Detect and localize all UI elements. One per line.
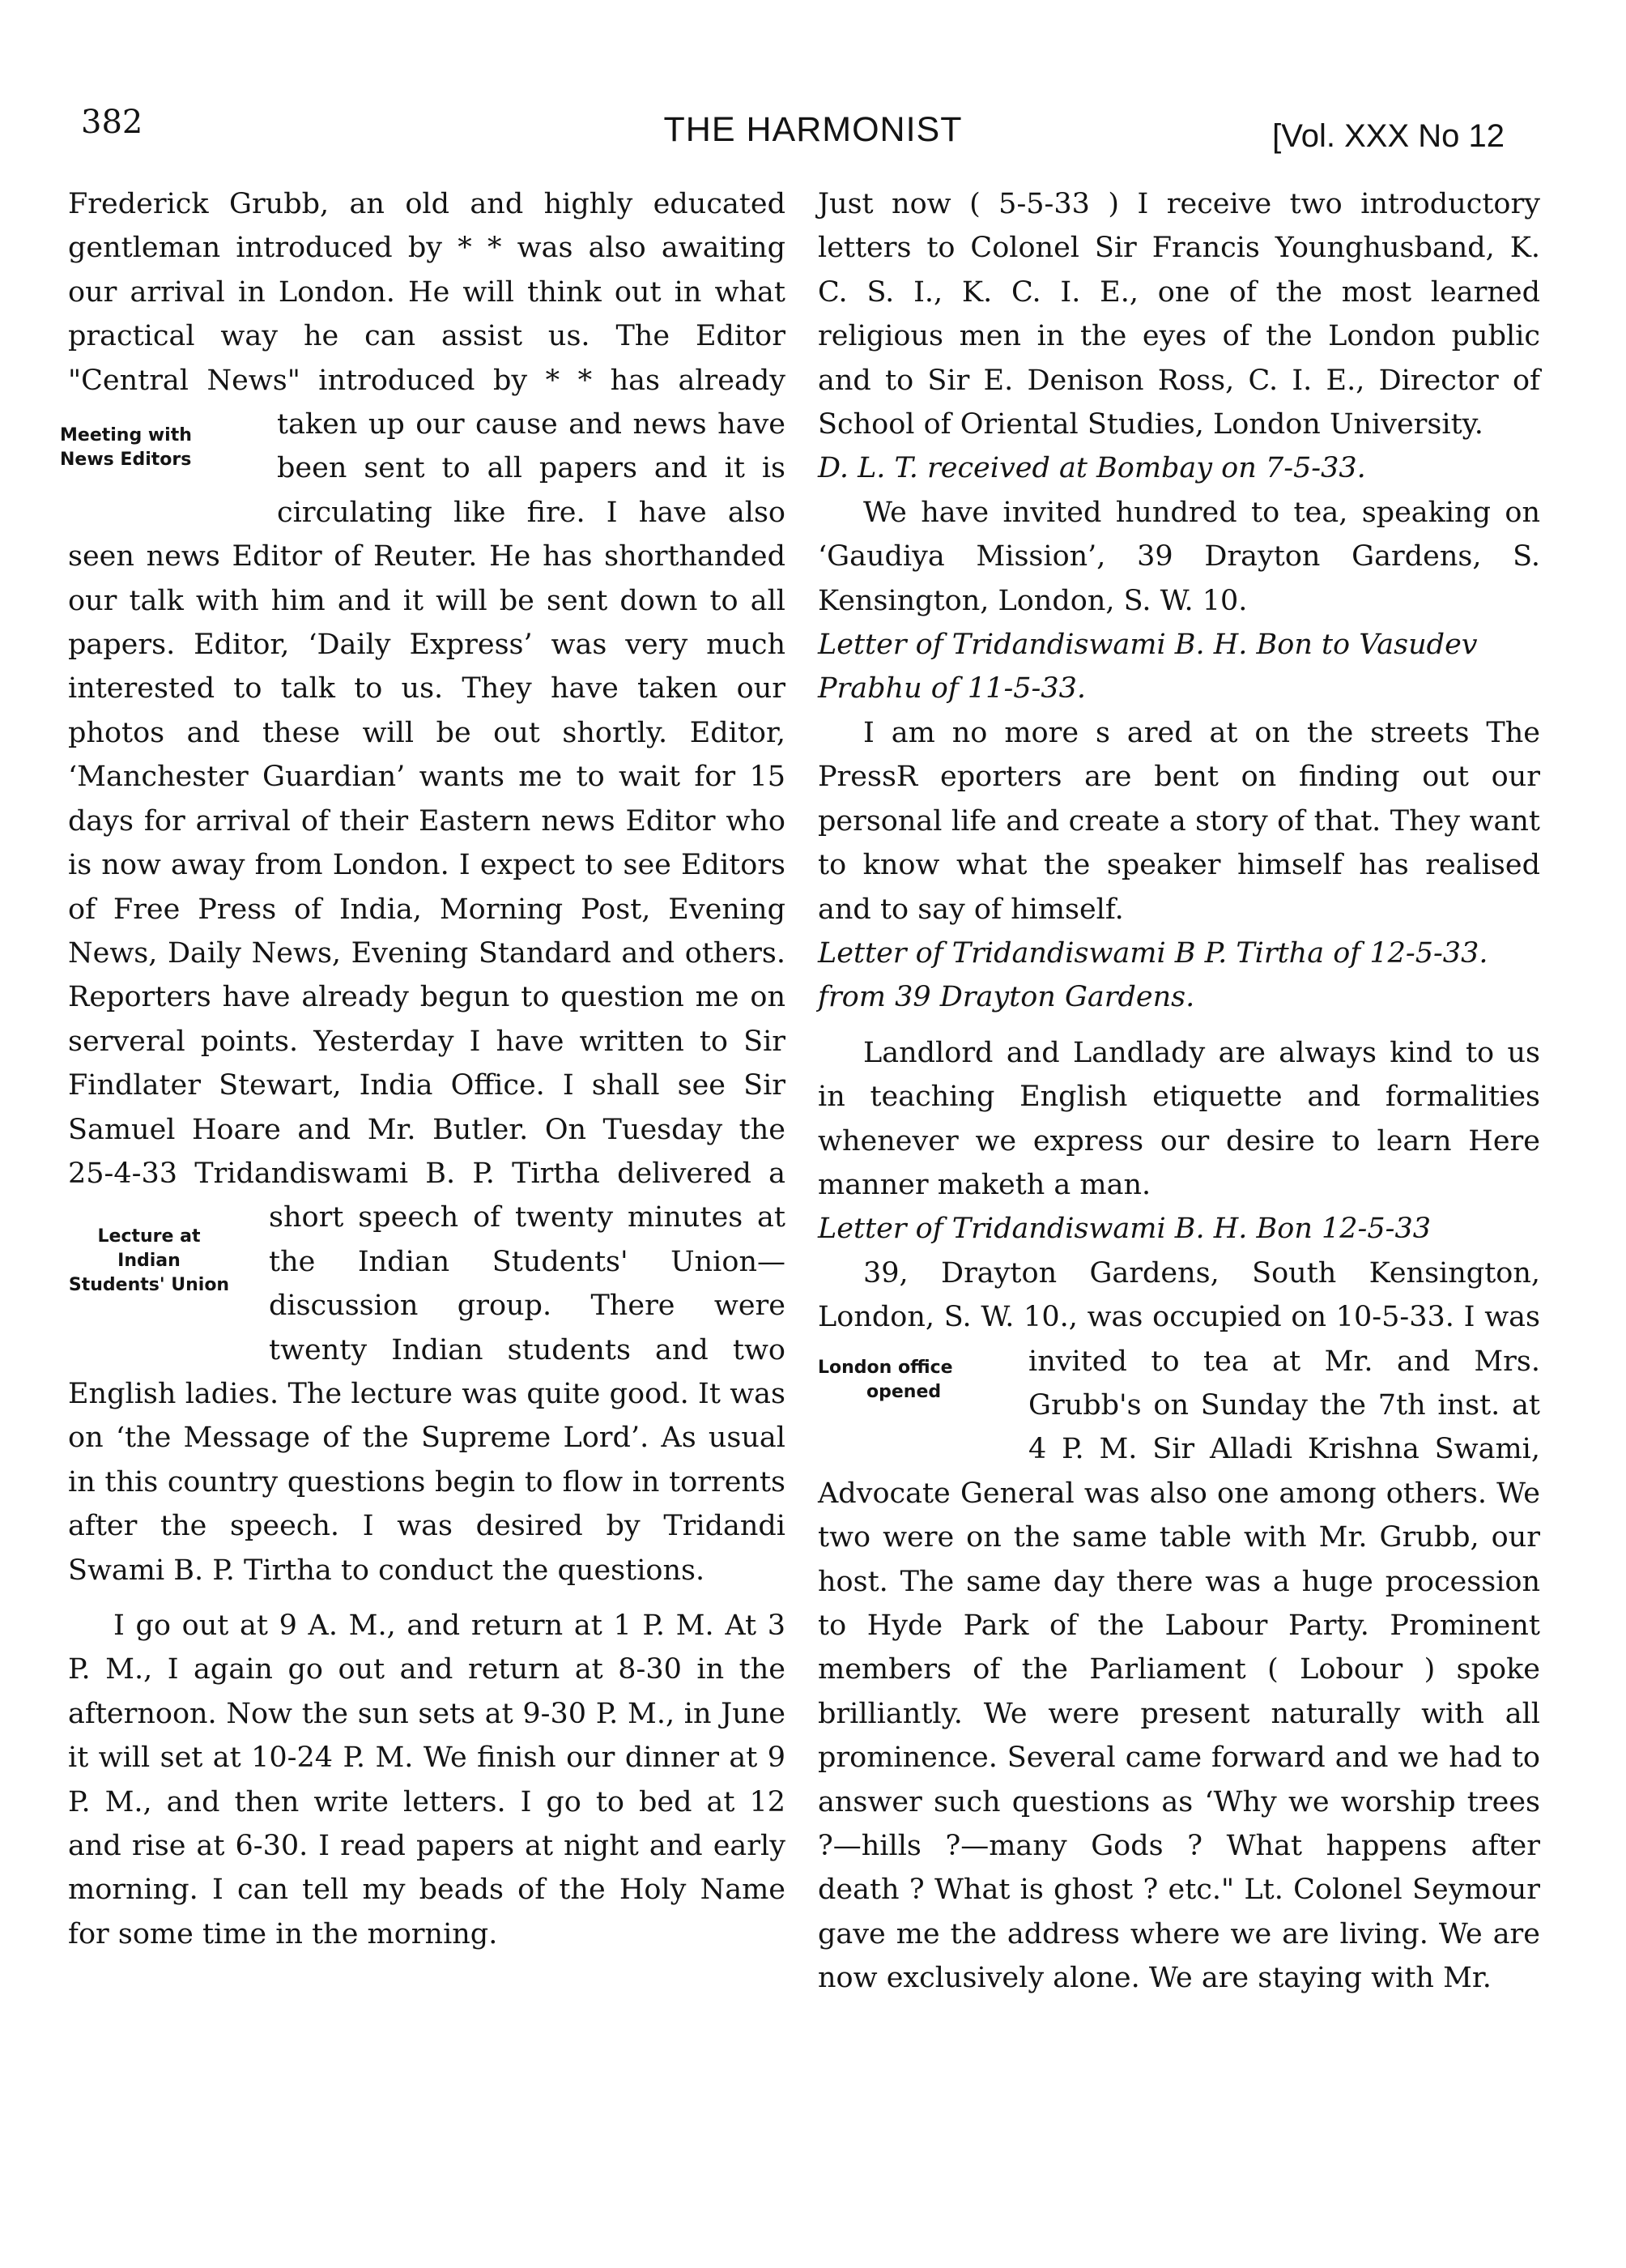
sidenote-line: News Editors (60, 450, 192, 471)
letter-signature: Letter of Tridandiswami B P. Tirtha of 12-5-33. from 39 Drayton Gardens. (818, 936, 1488, 1014)
paragraph: I am no more s ared at on the streets The PressR eporters are bent on finding out our personal life and create a story of that. They want to know what the speaker himself has realised and to say of himself. (818, 716, 1540, 926)
paragraph-text: speech of twenty minutes at the Indian Students' Union—discussion group. There were twenty Indian students and two English ladies. The lecture was quite good. It was on ‘the Message of the Supreme Lord’. As usual in this country questions begin to flow in torrents after the speech. I was desired by Tridandi Swami B. P. Tirtha to conduct the questions. (68, 1201, 785, 1587)
running-title: THE HARMONIST (663, 110, 963, 149)
paragraph (60, 182, 785, 1592)
paragraph-text: I was invited to tea at Mr. and Mrs. Grubb's on Sunday the 7th inst. at 4 P. M. Sir Alladi Krishna Swami, Advocate General was also one among others. We two were on the same table with Mr. Grubb, our host. The same day there was a huge procession to Hyde Park of the Labour Party. Prominent members of the Parliament ( Lobour ) spoke brilliantly. We were present naturally with all prominence. Several came forward and we had to answer such questions as ‘Why we worship trees ?—hills ?—many Gods ? What happens after death ? What is ghost ? etc." Lt. Colonel Seymour gave me the address where we are living. We are now exclusively alone. We are staying with Mr. (818, 1301, 1540, 1995)
volume-label: [Vol. XXX No 12 (1272, 118, 1505, 154)
sidenote-line: Indian (117, 1251, 181, 1272)
paragraph: I go out at 9 A. M., and return at 1 P. M. At 3 P. M., I again go out and return at 8-30 in the afternoon. Now the sun sets at 9-30 P. M., in June it will set at 10-24 P. M. We finish our dinner at 9 P. M., and then write letters. I go to bed at 12 and rise at 6-30. I read papers at night and early morning. I can tell my beads of the Holy Name for some time in the morning. (68, 1609, 785, 1950)
paragraph-text: 39, Drayton Gardens, South Kensington, London, S. W. 10., was occupied on 10-5-33. (818, 1256, 1540, 1334)
sidenote-line: London office (818, 1357, 953, 1378)
sidenote-news-editors (60, 403, 254, 516)
paragraph: Just now ( 5-5-33 ) I receive two introductory letters to Colonel Sir Francis Younghusband, K. C. S. I., K. C. I. E., one of the most learned religious men in the eyes of the London public and to Sir E. Denison Ross, C. I. E., Director of School of Oriental Studies, London University. (818, 188, 1540, 441)
paragraph-text: Frederick Grubb, an old and highly educated gentleman introduced by * * was also awaiting our arrival in London. He will think out in what practical way he can assist us. The Editor "Central News" introduced by * * has already (68, 188, 785, 397)
sidenote-line: Lecture at (97, 1226, 201, 1247)
sidenote-line: opened (866, 1381, 942, 1402)
letter-signature: Letter of Tridandiswami B. H. Bon 12-5-33 (818, 1213, 1431, 1246)
letter-signature: Letter of Tridandiswami B. H. Bon to Vasudev Prabhu of 11-5-33. (818, 629, 1478, 706)
page-number: 382 (81, 104, 143, 141)
sidenote-line: Students' Union (68, 1275, 230, 1296)
paragraph-text: taken up our cause and news have been sent to all papers and it is circulating like fire. I have also seen news Editor of Reuter. He has shorthanded our talk with him and it will be sent down to all papers. Editor, ‘Daily Express’ was very much interested to talk to us. They have taken our photos and these will be out shortly. Editor, ‘Manchester Guardian’ wants me to wait for 15 days for arrival of their Eastern news Editor who is now away from London. I expect to see Editors of Free Press of India, Morning Post, Evening News, Daily News, Evening Standard and others. Reporters have already begun to question me on serveral points. Yesterday I have written to Sir Findlater Stewart, India Office. I shall see Sir Samuel Hoare and Mr. Butler. On Tuesday the 25-4-33 Tridandiswami B. P. Tirtha delivered a short (68, 408, 785, 1234)
paragraph: We have invited hundred to tea, speaking on ‘Gaudiya Mission’, 39 Drayton Gardens, S. Kensington, London, S. W. 10. (818, 496, 1540, 617)
letter-signature: D. L. T. received at Bombay on 7-5-33. (818, 452, 1366, 485)
sidenote-london-office (818, 1340, 1006, 1429)
sidenote-lecture (52, 1196, 246, 1366)
right-column (818, 182, 1540, 2001)
paragraph: Landlord and Landlady are always kind to us in teaching English etiquette and formalities whenever we express our desire to learn Here manner maketh a man. (818, 1036, 1540, 1201)
sidenote-line: Meeting with (60, 425, 192, 446)
left-column (60, 182, 785, 1956)
paragraph (818, 1251, 1540, 2001)
